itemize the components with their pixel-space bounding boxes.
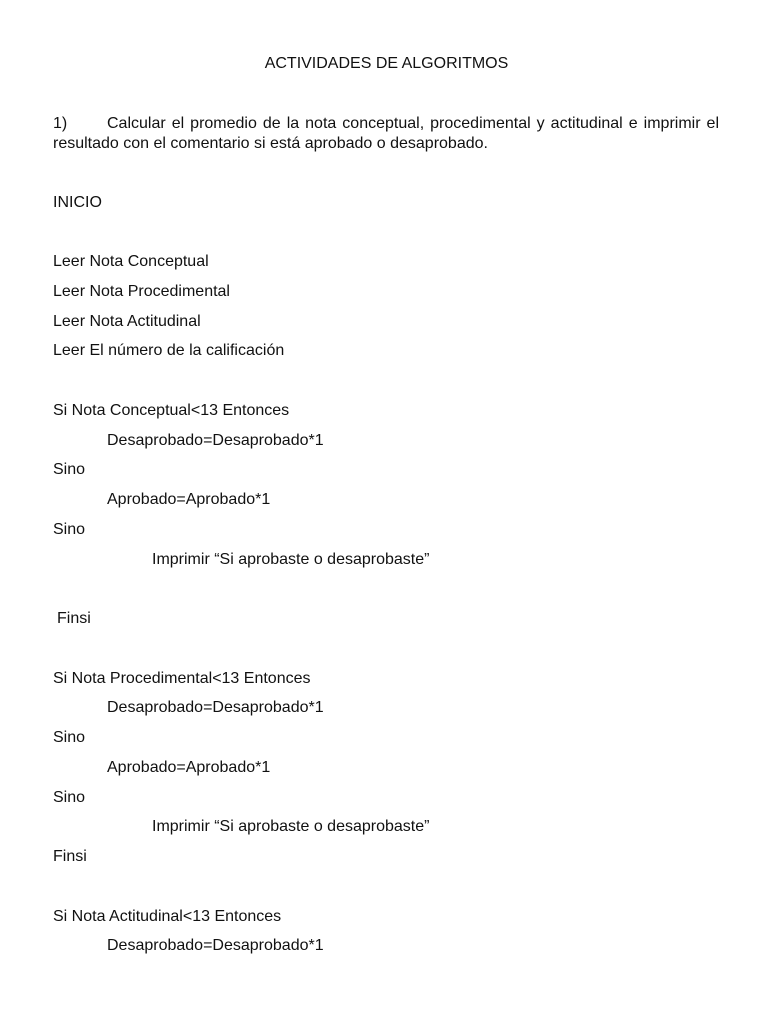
print-statement: Imprimir “Si aprobaste o desaprobaste” <box>152 551 430 568</box>
question-text-line-2: resultado con el comentario si está aprobado o desaprobado. <box>53 135 488 152</box>
assign-approved: Aprobado=Aprobado*1 <box>107 491 271 508</box>
assign-disapproved: Desaprobado=Desaprobado*1 <box>107 432 324 449</box>
endif-keyword: Finsi <box>57 610 91 627</box>
pseudocode-start: INICIO <box>53 194 102 211</box>
question-number: 1) <box>53 115 68 132</box>
read-conceptual: Leer Nota Conceptual <box>53 253 209 270</box>
else-keyword: Sino <box>53 461 86 478</box>
print-statement: Imprimir “Si aprobaste o desaprobaste” <box>152 818 430 835</box>
else-keyword: Sino <box>53 729 86 746</box>
else-keyword: Sino <box>53 789 86 806</box>
question-text-line-1: Calcular el promedio de la nota conceptual, procedimental y actitudinal e imprimir el <box>107 115 719 132</box>
else-keyword: Sino <box>53 521 86 538</box>
document-title: ACTIVIDADES DE ALGORITMOS <box>264 55 509 72</box>
assign-disapproved: Desaprobado=Desaprobado*1 <box>107 937 324 954</box>
if-conceptual: Si Nota Conceptual<13 Entonces <box>53 402 290 419</box>
read-attitudinal: Leer Nota Actitudinal <box>53 313 201 330</box>
endif-keyword: Finsi <box>53 848 87 865</box>
assign-approved: Aprobado=Aprobado*1 <box>107 759 271 776</box>
read-procedural: Leer Nota Procedimental <box>53 283 230 300</box>
if-attitudinal: Si Nota Actitudinal<13 Entonces <box>53 908 282 925</box>
assign-disapproved: Desaprobado=Desaprobado*1 <box>107 699 324 716</box>
if-procedural: Si Nota Procedimental<13 Entonces <box>53 670 311 687</box>
read-grade-number: Leer El número de la calificación <box>53 342 285 359</box>
